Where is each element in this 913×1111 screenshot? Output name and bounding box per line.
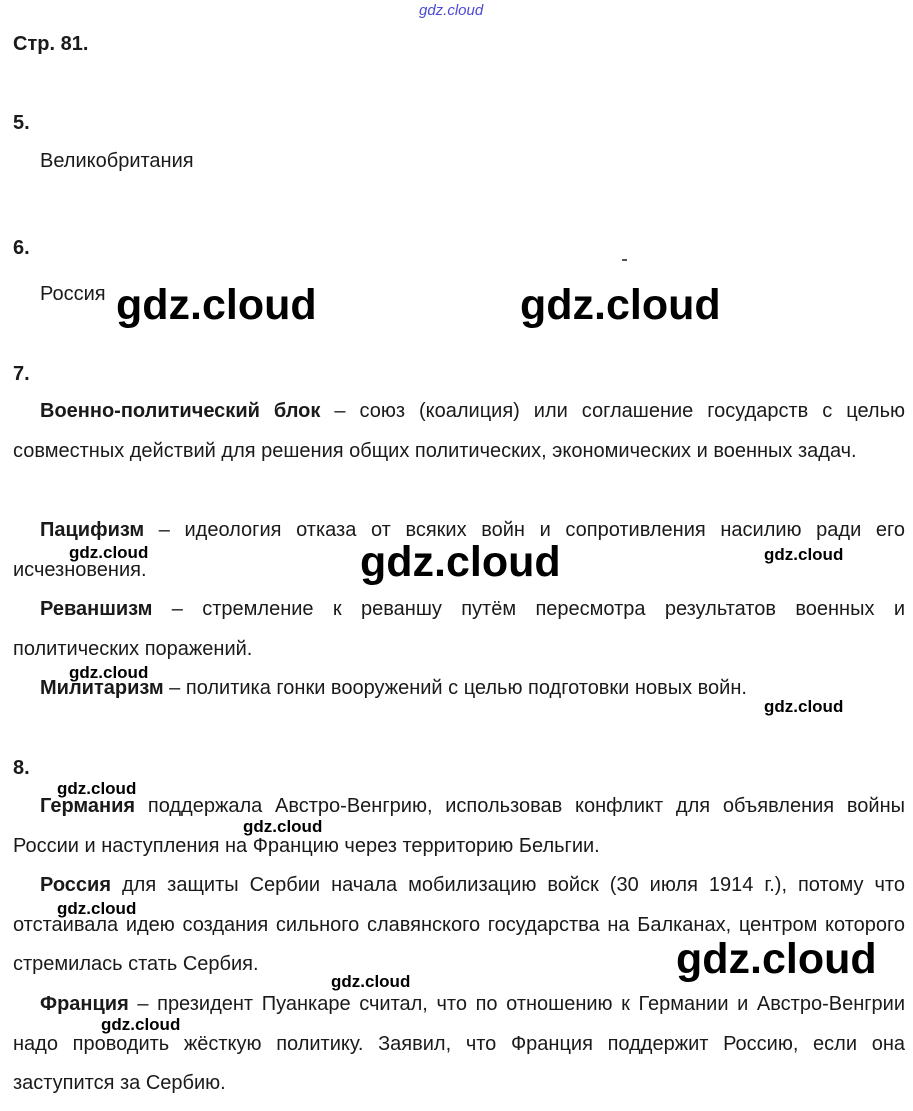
answer-6: Россия xyxy=(40,283,106,305)
term: Франция xyxy=(40,993,129,1015)
definition-paragraph xyxy=(13,392,905,471)
term: Милитаризм xyxy=(40,677,164,699)
definition: – союз (коалиция) или соглашение государств с целью совместных действий для решения общих политических, экономических и военных задач. xyxy=(13,400,905,462)
term: Россия xyxy=(40,874,112,896)
definition: – политика гонки вооружений с целью подготовки новых войн. xyxy=(163,677,747,699)
watermark-large: gdz.cloud xyxy=(676,935,877,983)
watermark-small: gdz.cloud xyxy=(243,817,323,836)
definition-paragraph xyxy=(13,590,905,669)
watermark-small: gdz.cloud xyxy=(101,1015,181,1034)
stray-mark xyxy=(622,259,627,261)
watermark-small: gdz.cloud xyxy=(331,972,411,991)
term: Реваншизм xyxy=(40,598,153,620)
section-number-7: 7. xyxy=(13,363,30,385)
definition: – идеология отказа от всяких войн и сопротивления насилию ради его исчезновения. xyxy=(13,519,905,581)
section-number-5: 5. xyxy=(13,112,30,134)
country-text: – президент Пуанкаре считал, что по отношению к Германии и Австро-Венгрии надо проводить жёсткую политику. Заявил, что Франция поддержит Россию, если она заступится за Сербию. xyxy=(13,993,905,1094)
watermark-small: gdz.cloud xyxy=(57,779,137,798)
watermark-large: gdz.cloud xyxy=(116,281,317,329)
definition: – стремление к реваншу путём пересмотра результатов военных и политических поражений. xyxy=(13,598,905,660)
term: Военно-политический блок xyxy=(40,400,321,422)
watermark-small: gdz.cloud xyxy=(764,697,844,716)
country-text: для защиты Сербии начала мобилизацию войск (30 июля 1914 г.), потому что отстаивала идею создания сильного славянского государства на Балканах, центром которого стремилась стать Сербия. xyxy=(13,874,905,975)
watermark-large: gdz.cloud xyxy=(360,538,561,586)
section-number-6: 6. xyxy=(13,237,30,259)
answer-5: Великобритания xyxy=(40,150,194,172)
page-label: Стр. 81. xyxy=(13,33,89,55)
country-paragraph xyxy=(13,787,905,866)
watermark-small: gdz.cloud xyxy=(69,543,149,562)
term: Германия xyxy=(40,795,136,817)
term: Пацифизм xyxy=(40,519,145,541)
watermark-top: gdz.cloud xyxy=(419,2,484,19)
watermark-small: gdz.cloud xyxy=(57,899,137,918)
country-text: поддержала Австро-Венгрию, использовав конфликт для объявления войны России и наступления на Францию через территорию Бельгии. xyxy=(13,795,905,857)
country-paragraph xyxy=(13,985,905,1104)
watermark-large: gdz.cloud xyxy=(520,281,721,329)
watermark-small: gdz.cloud xyxy=(764,545,844,564)
watermark-small: gdz.cloud xyxy=(69,663,149,682)
section-number-8: 8. xyxy=(13,757,30,779)
